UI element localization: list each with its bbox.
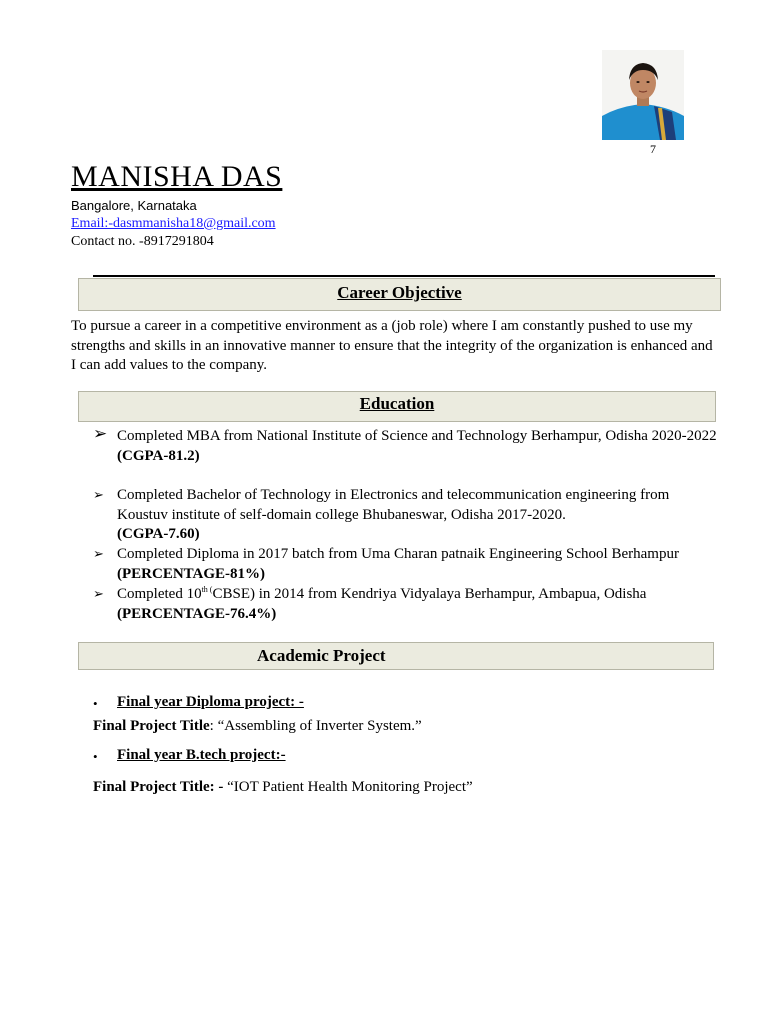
arrow-bullet-icon: ➢ bbox=[93, 488, 104, 503]
section-header-academic-project bbox=[78, 642, 714, 670]
project-title-label: Final Project Title bbox=[93, 718, 210, 734]
project-title-label: Final Project Title: - bbox=[93, 779, 224, 795]
section-header-career-objective bbox=[78, 278, 721, 311]
education-text-post: CBSE) in 2014 from Kendriya Vidyalaya Berhampur, Ambapua, Odisha bbox=[212, 586, 647, 602]
candidate-name: MANISHA DAS bbox=[71, 160, 283, 193]
education-item-diploma bbox=[93, 545, 713, 585]
career-objective-text: To pursue a career in a competitive environment as a (job role) where I am constantly pushed to use my strengths and skills in an innovative manner to ensure that the integrity of the organization is enhanced and I can add values to the company. bbox=[71, 318, 713, 373]
email-link[interactable]: Email:-dasmmanisha18@gmail.com bbox=[71, 216, 276, 231]
project-title-btech bbox=[93, 779, 473, 796]
section-title: Academic Project bbox=[257, 646, 386, 665]
location-text: Bangalore, Karnataka bbox=[71, 198, 197, 213]
header-divider bbox=[93, 275, 715, 277]
project-title-value: : “Assembling of Inverter System.” bbox=[209, 718, 422, 734]
project-title-value: “IOT Patient Health Monitoring Project” bbox=[223, 779, 473, 795]
education-text: Completed Bachelor of Technology in Electronics and telecommunication engineering from Koustuv institute of self-domain college Bhubaneswar, Odisha 2017-2020. bbox=[117, 487, 670, 523]
section-title: Career Objective bbox=[337, 283, 462, 302]
education-item-btech bbox=[93, 486, 713, 546]
education-text: Completed MBA from National Institute of Science and Technology Berhampur, Odisha 2020-2022 bbox=[117, 428, 717, 444]
project-title-diploma bbox=[93, 718, 422, 735]
dot-bullet-icon: • bbox=[93, 749, 98, 764]
education-text: Completed Diploma in 2017 batch from Uma Charan patnaik Engineering School Berhampur bbox=[117, 546, 679, 562]
arrow-bullet-icon: ➢ bbox=[93, 587, 104, 602]
education-score: (PERCENTAGE-81%) bbox=[117, 565, 266, 582]
education-text-pre: Completed 10 bbox=[117, 586, 202, 602]
section-header-education bbox=[78, 391, 716, 422]
arrow-bullet-icon: ➢ bbox=[93, 547, 104, 562]
education-item-10th bbox=[93, 585, 713, 625]
education-score: (CGPA-7.60) bbox=[117, 526, 200, 542]
education-item-mba bbox=[93, 424, 717, 487]
arrow-bullet-icon: ➢ bbox=[93, 424, 108, 444]
project-heading-diploma: Final year Diploma project: - bbox=[117, 694, 304, 710]
dot-bullet-icon: • bbox=[93, 696, 98, 711]
education-score: (CGPA-81.2) bbox=[117, 447, 200, 464]
profile-photo bbox=[602, 50, 684, 140]
education-score: (PERCENTAGE-76.4%) bbox=[117, 605, 277, 622]
project-heading-btech: Final year B.tech project:- bbox=[117, 747, 286, 763]
contact-number: Contact no. -8917291804 bbox=[71, 234, 214, 249]
section-title: Education bbox=[359, 394, 435, 413]
page-number: 7 bbox=[650, 142, 656, 156]
education-text-sup: th ( bbox=[201, 585, 213, 594]
